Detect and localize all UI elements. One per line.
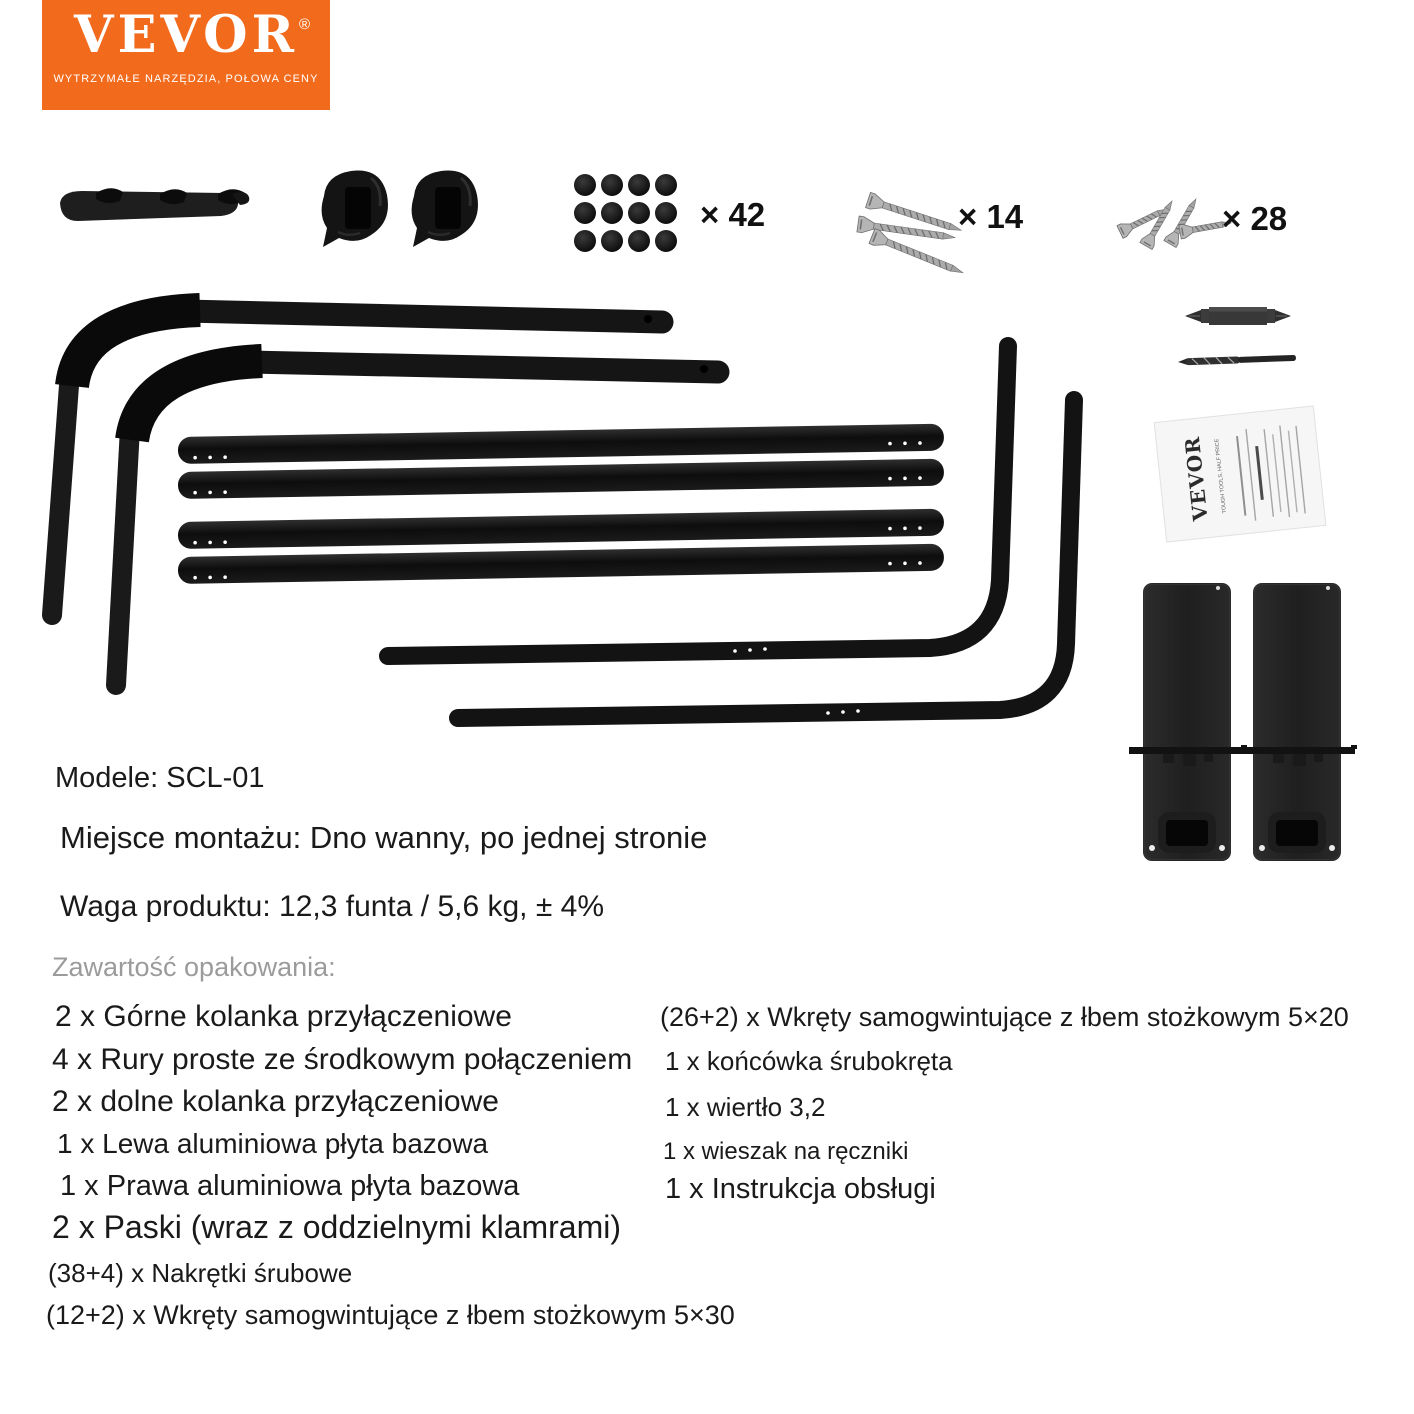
straight-tube bbox=[178, 459, 944, 499]
package-item: 2 x Górne kolanka przyłączeniowe bbox=[55, 1000, 512, 1033]
drill-bit bbox=[1178, 354, 1296, 365]
straight-tube bbox=[178, 544, 944, 584]
caps-count-label: × 42 bbox=[700, 196, 766, 233]
mounting-line: Miejsce montażu: Dno wanny, po jednej stronie bbox=[60, 820, 708, 855]
straight-tube bbox=[178, 509, 944, 549]
strap-clamp bbox=[412, 171, 478, 248]
long-screws bbox=[857, 192, 966, 280]
short-screws-count-label: × 28 bbox=[1222, 200, 1288, 237]
brand-tagline: WYTRZYMAŁE NARZĘDZIA, POŁOWA CENY bbox=[53, 73, 319, 85]
base-plate-right bbox=[1239, 583, 1357, 861]
package-item: 2 x dolne kolanka przyłączeniowe bbox=[52, 1085, 499, 1118]
model-line: Modele: SCL-01 bbox=[55, 762, 265, 794]
manual-tagline: TOUGH TOOLS, HALF PRICE bbox=[1214, 438, 1229, 514]
manual-brand: VEVOR bbox=[1179, 435, 1213, 523]
package-item: 1 x Lewa aluminiowa płyta bazowa bbox=[57, 1128, 489, 1159]
package-item: 1 x Prawa aluminiowa płyta bazowa bbox=[60, 1170, 520, 1202]
towel-hanger bbox=[60, 188, 249, 221]
short-screws bbox=[1117, 195, 1232, 249]
manual bbox=[1154, 406, 1326, 542]
lower-elbow-tube bbox=[388, 346, 1008, 656]
brand-name: VEVOR bbox=[74, 5, 298, 65]
screwdriver-bit bbox=[1185, 307, 1291, 325]
package-item: 1 x wieszak na ręczniki bbox=[663, 1138, 909, 1165]
package-item: 2 x Paski (wraz z oddzielnymi klamrami) bbox=[52, 1209, 622, 1245]
package-item: (12+2) x Wkręty samogwintujące z łbem stożkowym 5×30 bbox=[46, 1300, 735, 1330]
package-item: 1 x Instrukcja obsługi bbox=[665, 1173, 936, 1205]
strap-clamp bbox=[322, 171, 388, 248]
package-item: 4 x Rury proste ze środkowym połączeniem bbox=[52, 1043, 633, 1076]
package-item: (38+4) x Nakrętki śrubowe bbox=[48, 1258, 353, 1288]
package-item: (26+2) x Wkręty samogwintujące z łbem stożkowym 5×20 bbox=[660, 1002, 1349, 1032]
package-item: 1 x wiertło 3,2 bbox=[665, 1092, 826, 1122]
straight-tube bbox=[178, 424, 944, 464]
nut-caps bbox=[574, 174, 677, 252]
base-plate-left bbox=[1129, 583, 1247, 861]
registered-mark: ® bbox=[298, 16, 310, 33]
long-screws-count-label: × 14 bbox=[958, 198, 1024, 235]
package-item: 1 x końcówka śrubokręta bbox=[665, 1046, 953, 1076]
contents-heading: Zawartość opakowania: bbox=[52, 952, 336, 982]
weight-line: Waga produktu: 12,3 funta / 5,6 kg, ± 4% bbox=[60, 890, 605, 923]
